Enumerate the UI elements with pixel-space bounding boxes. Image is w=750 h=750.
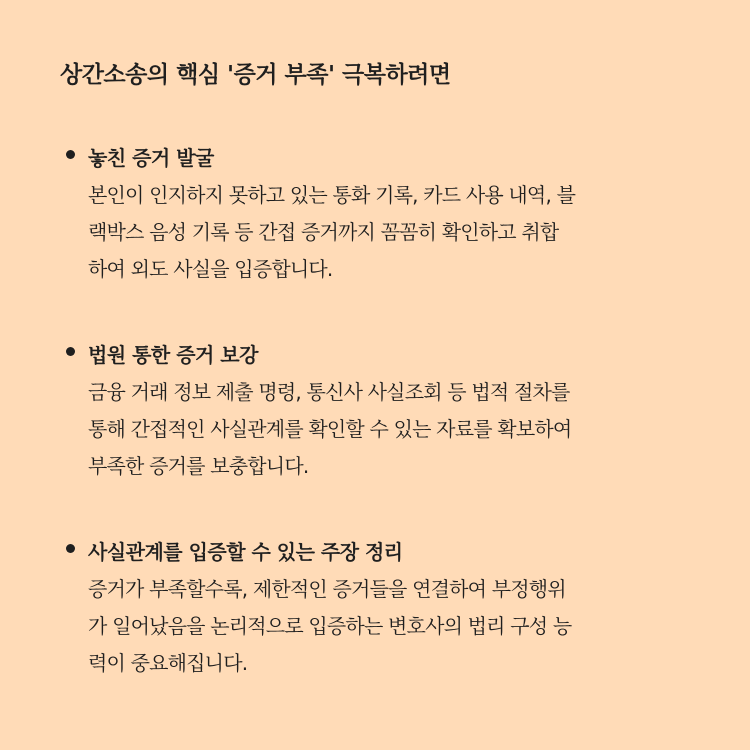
section-body-line: 부족한 증거를 보충합니다. bbox=[88, 454, 309, 478]
bullet-dot-icon bbox=[66, 150, 75, 159]
section-heading: 놓친 증거 발굴 bbox=[88, 146, 214, 170]
section-body-line: 본인이 인지하지 못하고 있는 통화 기록, 카드 사용 내역, 블 bbox=[88, 183, 576, 207]
section-body-line: 력이 중요해집니다. bbox=[88, 651, 248, 675]
section-body-line: 증거가 부족할수록, 제한적인 증거들을 연결하여 부정행위 bbox=[88, 577, 566, 601]
section-court-evidence bbox=[60, 337, 700, 485]
section-body-line: 금융 거래 정보 제출 명령, 통신사 사실조회 등 법적 절차를 bbox=[88, 380, 570, 404]
page-title: 상간소송의 핵심 '증거 부족' 극복하려면 bbox=[60, 62, 451, 88]
section-body-line: 통해 간접적인 사실관계를 확인할 수 있는 자료를 확보하여 bbox=[88, 417, 572, 441]
section-body-line: 하여 외도 사실을 입증합니다. bbox=[88, 257, 333, 281]
section-heading: 법원 통한 증거 보강 bbox=[88, 343, 258, 367]
section-argument-organization bbox=[60, 534, 700, 682]
bullet-dot-icon bbox=[66, 347, 75, 356]
section-body-line: 가 일어났음을 논리적으로 입증하는 변호사의 법리 구성 능 bbox=[88, 614, 572, 638]
bullet-dot-icon bbox=[66, 544, 75, 553]
section-body-line: 랙박스 음성 기록 등 간접 증거까지 꼼꼼히 확인하고 취합 bbox=[88, 220, 559, 244]
section-evidence-discovery bbox=[60, 140, 700, 288]
section-heading: 사실관계를 입증할 수 있는 주장 정리 bbox=[88, 540, 403, 564]
